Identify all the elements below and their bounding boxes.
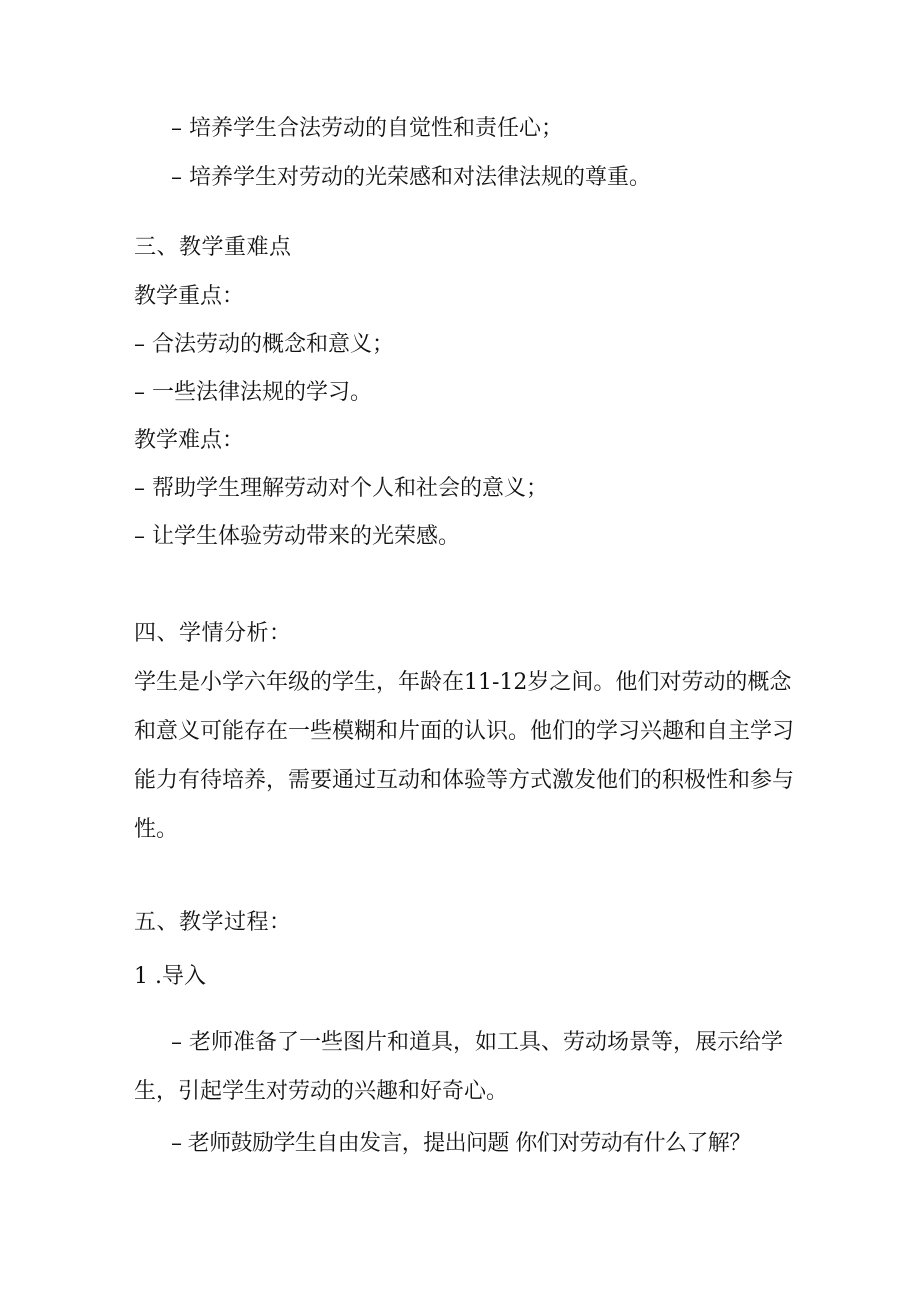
objective-item-1: – 培养学生合法劳动的自觉性和责任心； xyxy=(171,116,563,141)
step-1-title: 1 .导入 xyxy=(134,964,206,989)
step-1-item-2: – 老师鼓励学生自由发言，提出问题 你们对劳动有什么了解？ xyxy=(171,1131,751,1156)
objective-item-2: – 培养学生对劳动的光荣感和对法律法规的尊重。 xyxy=(171,165,651,190)
section-5-title: 五、教学过程： xyxy=(134,910,292,935)
key-point-item-1: – 合法劳动的概念和意义； xyxy=(134,332,394,357)
difficult-point-item-2: – 让学生体验劳动带来的光荣感。 xyxy=(134,524,460,549)
difficult-point-item-1: – 帮助学生理解劳动对个人和社会的意义； xyxy=(134,476,548,501)
section-3-title: 三、教学重难点 xyxy=(134,235,292,260)
step-1-item-1: – 老师准备了一些图片和道具，如工具、劳动场景等，展示给学生，引起学生对劳动的兴趣和好奇心。 xyxy=(134,1030,783,1104)
section-4-title: 四、学情分析： xyxy=(134,621,292,646)
key-points-label: 教学重点： xyxy=(134,284,245,309)
difficult-points-label: 教学难点： xyxy=(134,428,245,453)
key-point-item-2: – 一些法律法规的学习。 xyxy=(134,380,372,405)
student-analysis-paragraph: 学生是小学六年级的学生，年龄在11-12岁之间。他们对劳动的概念和意义可能存在一些模糊和片面的认识。他们的学习兴趣和自主学习能力有待培养，需要通过互动和体验等方式激发他们的积极性和参与性。 xyxy=(134,670,795,842)
